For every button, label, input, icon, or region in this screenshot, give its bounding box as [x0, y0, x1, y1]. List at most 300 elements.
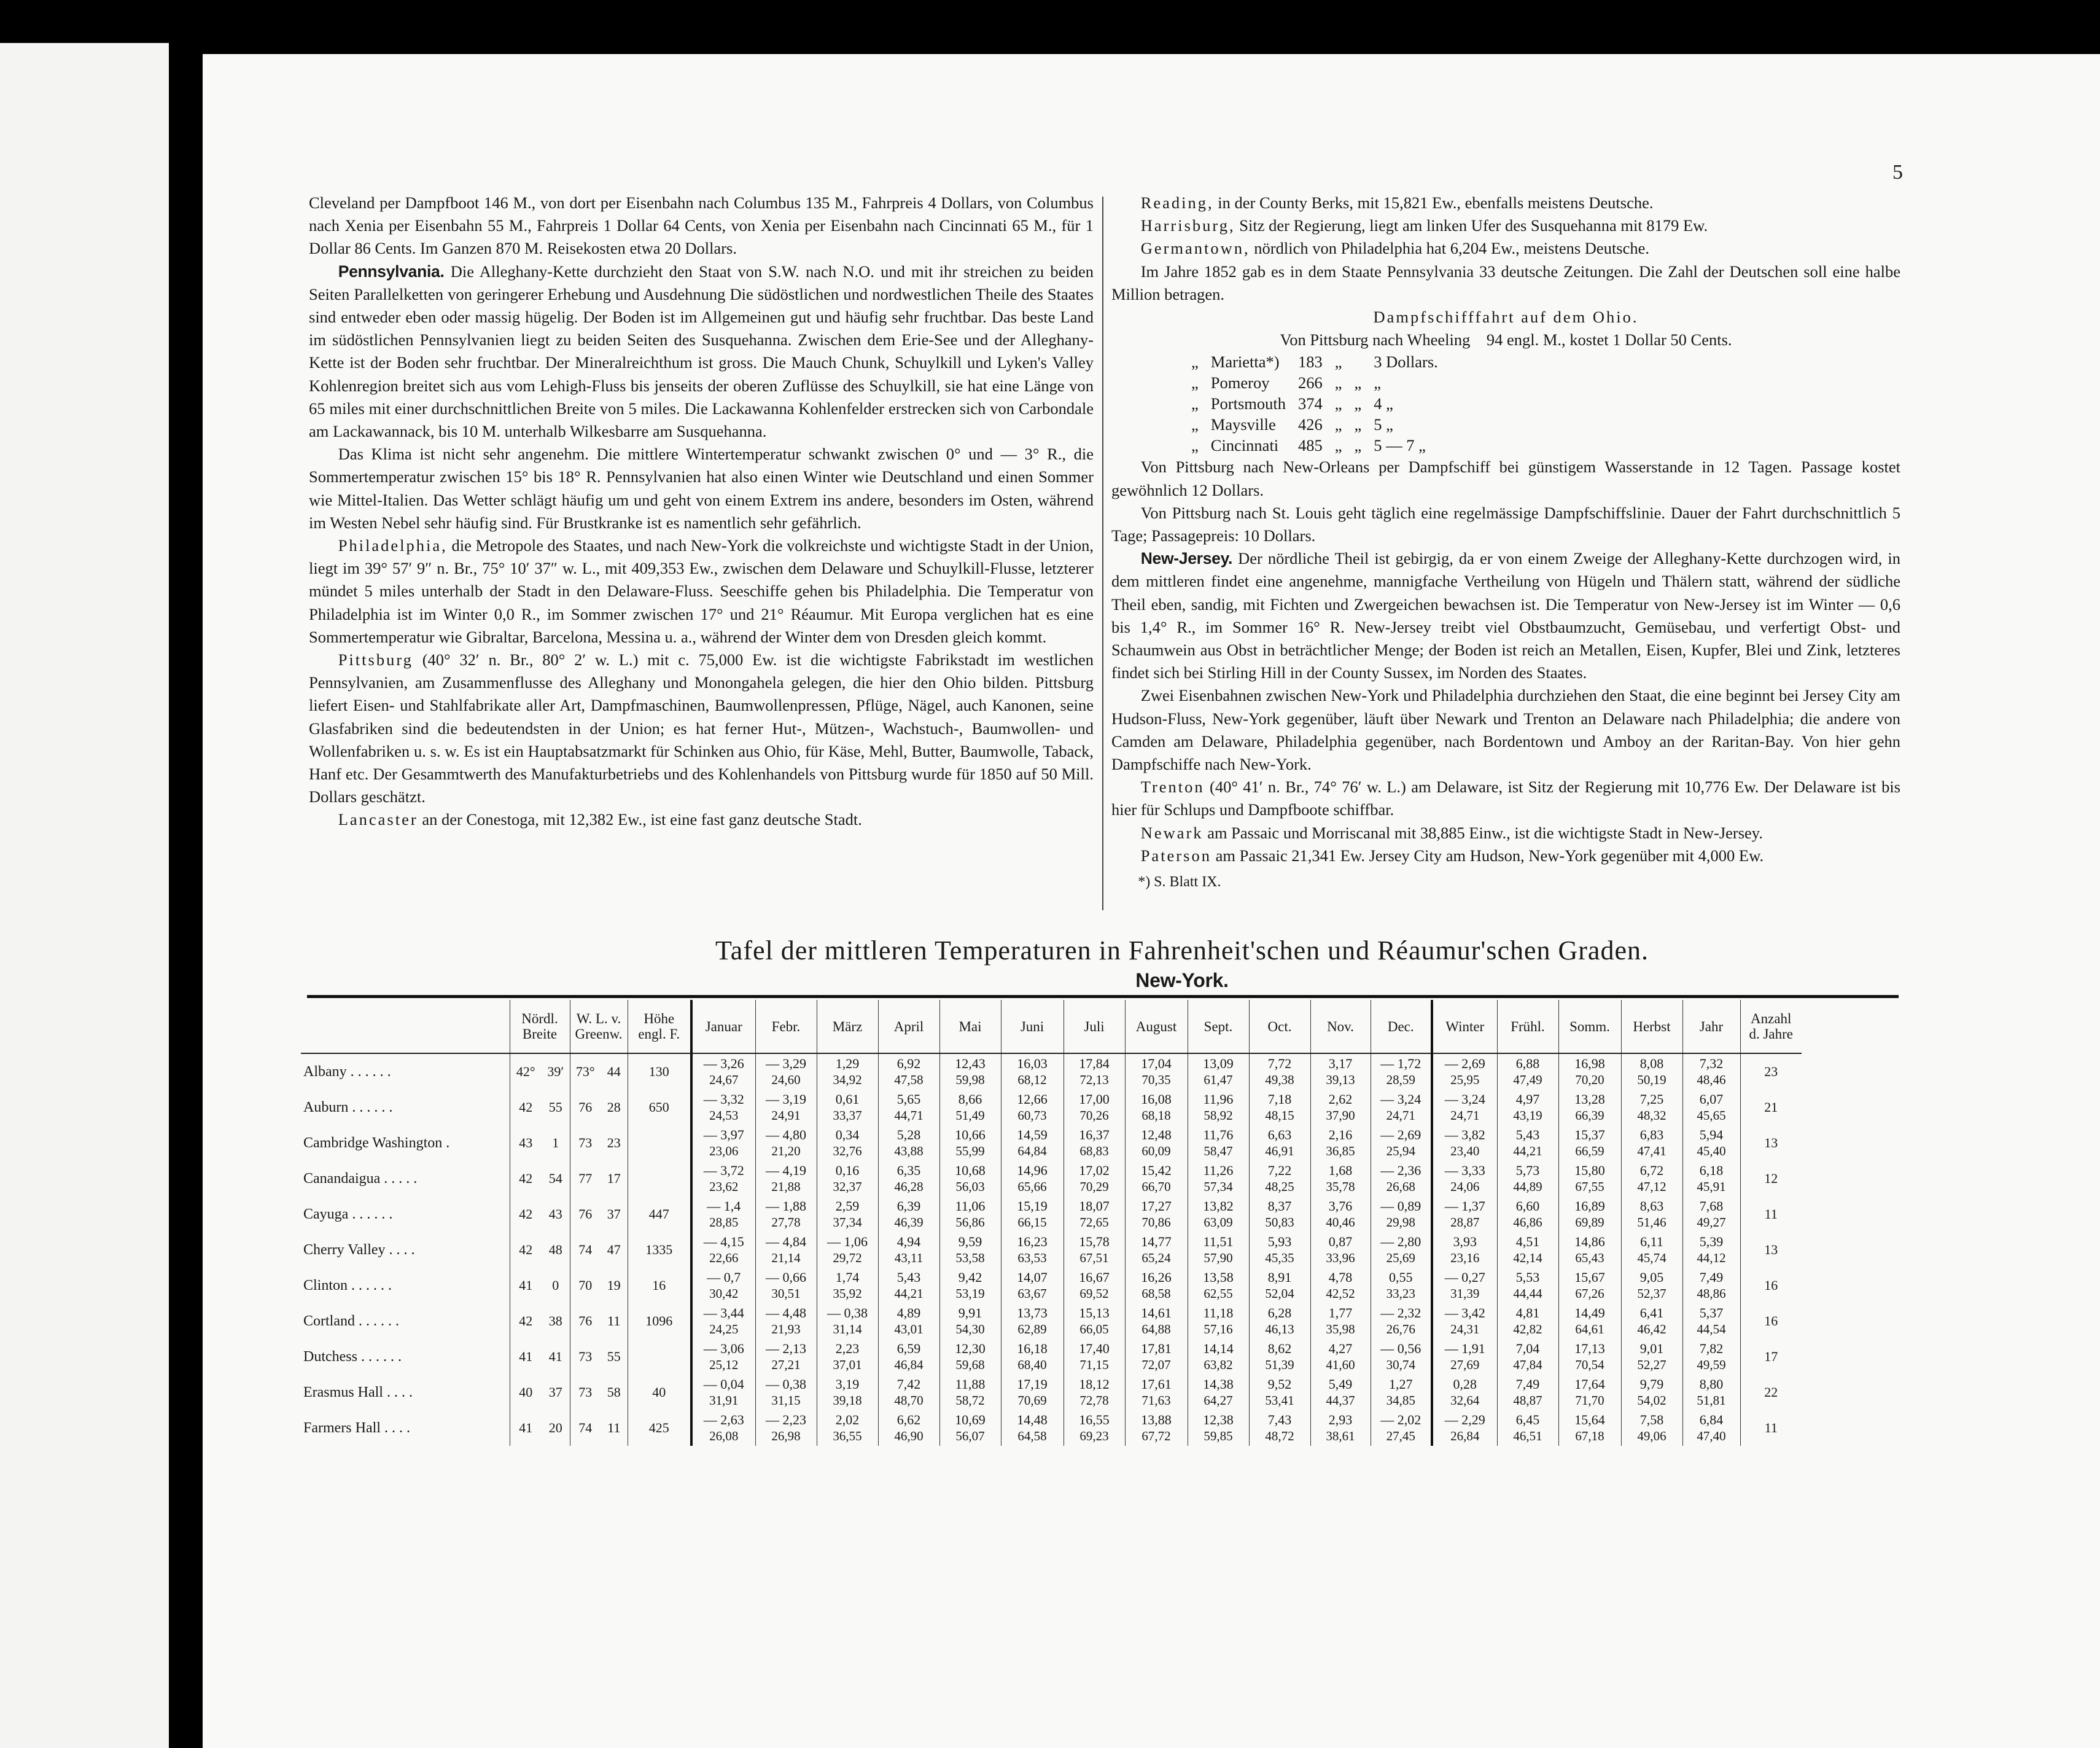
altitude [628, 1125, 691, 1161]
fahrenheit-value: 30,42 [709, 1286, 739, 1301]
reaumur-value: 5,43 [1515, 1127, 1540, 1142]
temperature-cell [1497, 1125, 1558, 1161]
temperature-cell [1064, 1268, 1125, 1303]
temperature-cell [939, 1196, 1001, 1232]
fahrenheit-value: 65,24 [1141, 1251, 1171, 1265]
reaumur-value: 14,07 [1017, 1270, 1048, 1285]
fahrenheit-value: 39,18 [833, 1393, 862, 1408]
fahrenheit-value: 40,46 [1326, 1215, 1355, 1230]
fahrenheit-value: 54,30 [955, 1322, 985, 1336]
latitude-minutes: 0 [552, 1278, 559, 1293]
latitude-degrees: 41 [510, 1268, 542, 1303]
temperature-cell [1497, 1090, 1558, 1125]
temperature-cell [1682, 1303, 1740, 1339]
fahrenheit-value: 25,12 [709, 1357, 739, 1372]
reaumur-value: — 2,80 [1380, 1234, 1421, 1249]
fahrenheit-value: 47,41 [1637, 1144, 1666, 1158]
latitude-minutes: 48 [548, 1242, 562, 1257]
reaumur-value: 2,16 [1328, 1127, 1353, 1142]
fahrenheit-value: 57,16 [1204, 1322, 1233, 1336]
fare-d1: „ [1334, 353, 1342, 372]
temperature-cell [1682, 1339, 1740, 1375]
table-title: Tafel der mittleren Temperaturen in Fahrenheit'schen und Réaumur'schen Graden. [715, 935, 1649, 966]
temperature-cell [878, 1125, 939, 1161]
reaumur-value: 4,27 [1328, 1341, 1353, 1356]
reaumur-value: 11,51 [1203, 1234, 1234, 1249]
lancaster-text: an der Conestoga, mit 12,382 Ew., ist eine fast ganz deutsche Stadt. [422, 810, 862, 829]
temperature-cell [1125, 1232, 1188, 1268]
header-month-7: Juli [1064, 1000, 1125, 1053]
fahrenheit-value: 58,47 [1204, 1144, 1233, 1158]
longitude-minutes: 44 [607, 1064, 621, 1079]
temperature-cell [1558, 1339, 1621, 1375]
heading-trenton: Trenton [1140, 778, 1205, 797]
latitude-minutes: 54 [548, 1171, 562, 1186]
reaumur-value: 6,63 [1267, 1127, 1292, 1142]
reaumur-value: 11,96 [1203, 1091, 1234, 1107]
temperature-cell [691, 1090, 755, 1125]
fahrenheit-value: 24,53 [709, 1108, 739, 1123]
latitude-degrees: 43 [510, 1125, 542, 1161]
fahrenheit-value: 63,53 [1017, 1251, 1047, 1265]
reaumur-value: 5,49 [1328, 1376, 1353, 1392]
temperature-cell [878, 1339, 939, 1375]
fahrenheit-value: 44,44 [1513, 1286, 1542, 1301]
fare-dest: Cincinnati [1210, 436, 1279, 455]
reaumur-value: — 3,97 [703, 1127, 744, 1142]
fahrenheit-value: 35,78 [1326, 1179, 1355, 1194]
reaumur-value: 16,03 [1017, 1056, 1048, 1071]
longitude-degrees: 74 [570, 1410, 601, 1446]
reaumur-value: — 4,15 [703, 1234, 744, 1249]
fahrenheit-value: 64,84 [1017, 1144, 1047, 1158]
temperature-cell [1371, 1161, 1432, 1196]
fahrenheit-value: 48,70 [894, 1393, 924, 1408]
paragraph-new-orleans: Von Pittsburg nach New-Orleans per Dampfschiff bei günstigem Wasserstande in 12 Tagen. Passage kostet gewöhnlich 12 Dollars. [1111, 458, 1900, 499]
fahrenheit-value: 28,85 [709, 1215, 739, 1230]
reaumur-value: 5,39 [1699, 1234, 1724, 1249]
temperature-cell [1371, 1375, 1432, 1410]
temperature-cell [1497, 1053, 1558, 1090]
fahrenheit-value: 71,15 [1079, 1357, 1109, 1372]
reaumur-value: 14,38 [1203, 1376, 1234, 1392]
reaumur-value: — 0,27 [1444, 1270, 1485, 1285]
fahrenheit-value: 52,04 [1265, 1286, 1294, 1301]
heading-harrisburg: Harrisburg, [1140, 216, 1235, 235]
temperature-cell [691, 1232, 755, 1268]
latitude-minutes: 39′ [547, 1064, 564, 1079]
reaumur-value: 17,02 [1079, 1163, 1110, 1178]
temperature-cell [1682, 1375, 1740, 1410]
temperature-cell [1621, 1303, 1682, 1339]
years-count: 16 [1740, 1303, 1802, 1339]
longitude-degrees: 73 [570, 1375, 601, 1410]
fare-miles: 426 [1297, 415, 1323, 434]
fahrenheit-value: 31,91 [709, 1393, 739, 1408]
temperature-cell [1125, 1090, 1188, 1125]
reaumur-value: 6,45 [1515, 1412, 1540, 1427]
altitude: 447 [628, 1196, 691, 1232]
temperature-cell [1310, 1090, 1371, 1125]
paterson-text: am Passaic 21,341 Ew. Jersey City am Hudson, New-York gegenüber mit 4,000 Ew. [1215, 846, 1764, 865]
reaumur-value: — 3,24 [1380, 1091, 1421, 1107]
reaumur-value: 0,28 [1453, 1376, 1477, 1392]
altitude: 1335 [628, 1232, 691, 1268]
fare-fare: 5 — 7 „ [1374, 436, 1426, 455]
fahrenheit-value: 67,51 [1079, 1251, 1109, 1265]
reaumur-value: 15,80 [1574, 1163, 1605, 1178]
reaumur-value: 11,18 [1203, 1305, 1234, 1321]
reaumur-value: 2,23 [835, 1341, 860, 1356]
station-name: Dutchess . . . . . . [303, 1349, 402, 1365]
temperature-cell [878, 1161, 939, 1196]
temperature-cell [1249, 1268, 1310, 1303]
reaumur-value: 3,19 [835, 1376, 860, 1392]
temperature-cell [1497, 1268, 1558, 1303]
fahrenheit-value: 32,64 [1450, 1393, 1480, 1408]
latitude-degrees: 42 [510, 1232, 542, 1268]
fahrenheit-value: 49,06 [1637, 1429, 1666, 1443]
longitude-degrees: 76 [570, 1090, 601, 1125]
fahrenheit-value: 69,52 [1079, 1286, 1109, 1301]
fahrenheit-value: 68,12 [1017, 1072, 1047, 1087]
table-subtitle: New-York. [1135, 969, 1229, 991]
station-name: Auburn . . . . . . [303, 1099, 393, 1115]
paragraph-pittsburg [309, 649, 1094, 808]
temperature-cell [1188, 1339, 1249, 1375]
station-name: Cortland . . . . . . [303, 1313, 399, 1329]
fare-row [1185, 351, 1444, 372]
fahrenheit-value: 29,72 [833, 1251, 862, 1265]
temperature-cell [1310, 1161, 1371, 1196]
fahrenheit-value: 46,28 [894, 1179, 924, 1194]
heading-pennsylvania: Pennsylvania. [338, 262, 445, 281]
reaumur-value: 9,52 [1267, 1376, 1292, 1392]
station-name: Clinton . . . . . . [303, 1278, 392, 1293]
table-row [301, 1375, 1802, 1410]
reaumur-value: — 3,24 [1444, 1091, 1485, 1107]
reaumur-value: — 0,04 [703, 1376, 744, 1392]
temperature-cell [1001, 1375, 1064, 1410]
temperature-cell [1371, 1303, 1432, 1339]
temperature-cell [1125, 1161, 1188, 1196]
latitude-degrees: 42 [510, 1090, 542, 1125]
reaumur-value: — 1,37 [1444, 1198, 1485, 1214]
fahrenheit-value: 59,85 [1204, 1429, 1233, 1443]
fahrenheit-value: 70,29 [1079, 1179, 1109, 1194]
temperature-cell [1064, 1053, 1125, 1090]
reaumur-value: 17,61 [1141, 1376, 1172, 1392]
left-text-column [309, 192, 1094, 832]
temperature-cell [817, 1053, 878, 1090]
latitude-degrees: 42 [510, 1161, 542, 1196]
reaumur-value: — 2,69 [1380, 1127, 1421, 1142]
header-station [301, 1000, 510, 1053]
fahrenheit-value: 66,15 [1017, 1215, 1047, 1230]
years-count: 12 [1740, 1161, 1802, 1196]
temperature-cell [1310, 1268, 1371, 1303]
altitude: 1096 [628, 1303, 691, 1339]
longitude-minutes: 55 [607, 1349, 621, 1364]
station-name: Cherry Valley . . . . [303, 1242, 415, 1258]
temperature-cell [1064, 1375, 1125, 1410]
fahrenheit-value: 49,38 [1265, 1072, 1294, 1087]
fahrenheit-value: 37,34 [833, 1215, 862, 1230]
reaumur-value: — 2,32 [1380, 1305, 1421, 1321]
temperature-cell [1432, 1375, 1497, 1410]
fahrenheit-value: 45,40 [1697, 1144, 1726, 1158]
reaumur-value: 11,88 [955, 1376, 986, 1392]
reaumur-value: 6,62 [896, 1412, 921, 1427]
left-page-margin [0, 43, 169, 1748]
reaumur-value: 5,43 [896, 1270, 921, 1285]
temperature-cell [755, 1053, 817, 1090]
temperature-cell [817, 1375, 878, 1410]
fare-d1: „ [1334, 415, 1342, 434]
fare-d1: „ [1334, 394, 1342, 413]
reaumur-value: — 3,32 [703, 1091, 744, 1107]
header-season-winter: Winter [1432, 1000, 1497, 1053]
reaumur-value: 3,17 [1328, 1056, 1353, 1071]
longitude-degrees: 76 [570, 1196, 601, 1232]
reaumur-value: 13,28 [1574, 1091, 1605, 1107]
temperature-cell [1001, 1161, 1064, 1196]
reaumur-value: — 2,69 [1444, 1056, 1485, 1071]
years-count: 22 [1740, 1375, 1802, 1410]
latitude-degrees: 42 [510, 1303, 542, 1339]
temperature-cell [1310, 1339, 1371, 1375]
temperature-table [301, 1000, 1802, 1446]
temperature-cell [1249, 1090, 1310, 1125]
fare-dest: Marietta*) [1210, 353, 1280, 372]
fahrenheit-value: 63,67 [1017, 1286, 1047, 1301]
fahrenheit-value: 70,35 [1141, 1072, 1171, 1087]
fahrenheit-value: 23,06 [709, 1144, 739, 1158]
fahrenheit-value: 25,95 [1450, 1072, 1480, 1087]
reaumur-value: 0,61 [835, 1091, 860, 1107]
longitude-minutes: 23 [607, 1135, 621, 1150]
header-month-3: März [817, 1000, 878, 1053]
reaumur-value: — 3,33 [1444, 1163, 1485, 1178]
fahrenheit-value: 44,21 [1513, 1144, 1542, 1158]
reaumur-value: — 2,29 [1444, 1412, 1485, 1427]
fahrenheit-value: 46,91 [1265, 1144, 1294, 1158]
reaumur-value: 6,84 [1699, 1412, 1724, 1427]
reaumur-value: 16,18 [1017, 1341, 1048, 1356]
fahrenheit-value: 34,92 [833, 1072, 862, 1087]
reaumur-value: 16,08 [1141, 1091, 1172, 1107]
fahrenheit-value: 41,60 [1326, 1357, 1355, 1372]
header-month-1: Januar [691, 1000, 755, 1053]
temperature-cell [1558, 1125, 1621, 1161]
fahrenheit-value: 52,37 [1637, 1286, 1666, 1301]
fahrenheit-value: 46,42 [1637, 1322, 1666, 1336]
fahrenheit-value: 57,90 [1204, 1251, 1233, 1265]
header-month-8: August [1125, 1000, 1188, 1053]
temperature-cell [1682, 1232, 1740, 1268]
temperature-cell [1310, 1303, 1371, 1339]
temperature-cell [755, 1375, 817, 1410]
reaumur-value: 14,49 [1574, 1305, 1605, 1321]
temperature-cell [691, 1268, 755, 1303]
fahrenheit-value: 44,71 [894, 1108, 924, 1123]
reaumur-value: 7,68 [1699, 1198, 1724, 1214]
fahrenheit-value: 30,74 [1386, 1357, 1415, 1372]
temperature-cell [1682, 1161, 1740, 1196]
reaumur-value: — 2,13 [766, 1341, 806, 1356]
fahrenheit-value: 58,72 [955, 1393, 985, 1408]
fahrenheit-value: 72,13 [1079, 1072, 1109, 1087]
fahrenheit-value: 68,58 [1141, 1286, 1171, 1301]
reaumur-value: 9,91 [958, 1305, 982, 1321]
reaumur-value: 8,91 [1267, 1270, 1292, 1285]
temperature-cell [817, 1090, 878, 1125]
temperature-cell [1432, 1268, 1497, 1303]
reaumur-value: 9,01 [1639, 1341, 1664, 1356]
temperature-cell [1621, 1268, 1682, 1303]
reaumur-value: — 4,48 [766, 1305, 806, 1321]
altitude [628, 1339, 691, 1375]
fahrenheit-value: 44,12 [1697, 1251, 1726, 1265]
fahrenheit-value: 33,37 [833, 1108, 862, 1123]
fahrenheit-value: 44,37 [1326, 1393, 1355, 1408]
reaumur-value: 17,04 [1141, 1056, 1172, 1071]
years-count: 23 [1740, 1053, 1802, 1090]
fare-d1: „ [1334, 373, 1342, 392]
temperature-cell [1001, 1053, 1064, 1090]
fahrenheit-value: 63,09 [1204, 1215, 1233, 1230]
temperature-cell [939, 1375, 1001, 1410]
temperature-cell [1310, 1232, 1371, 1268]
temperature-cell [1125, 1339, 1188, 1375]
fahrenheit-value: 45,74 [1637, 1251, 1666, 1265]
temperature-cell [1432, 1090, 1497, 1125]
temperature-cell [1249, 1410, 1310, 1446]
header-year: Jahr [1682, 1000, 1740, 1053]
fahrenheit-value: 72,65 [1079, 1215, 1109, 1230]
latitude-degrees: 42° [510, 1053, 542, 1090]
temperature-cell [1249, 1161, 1310, 1196]
reaumur-value: — 1,72 [1380, 1056, 1421, 1071]
temperature-cell [691, 1161, 755, 1196]
reaumur-value: — 2,63 [703, 1412, 744, 1427]
reaumur-value: 7,49 [1515, 1376, 1540, 1392]
temperature-cell [1497, 1375, 1558, 1410]
paragraph-trenton [1111, 776, 1900, 821]
fare-row [1185, 372, 1444, 393]
fahrenheit-value: 72,78 [1079, 1393, 1109, 1408]
fahrenheit-value: 27,69 [1450, 1357, 1480, 1372]
fare-row [1185, 435, 1444, 456]
temperature-cell [878, 1053, 939, 1090]
fahrenheit-value: 53,58 [955, 1251, 985, 1265]
temperature-cell [1371, 1090, 1432, 1125]
reaumur-value: — 4,84 [766, 1234, 806, 1249]
reaumur-value: 7,04 [1515, 1341, 1540, 1356]
paragraph-cleveland: Cleveland per Dampfboot 146 M., von dort per Eisenbahn nach Columbus 135 M., Fahrpreis 4 Dollars, von Columbus nach Xenia per Eisenbahn 55 M., Fahrpreis 1 Dollar 64 Cents, von Xenia per Eisenbahn nach Cincinnati 65 M., für 1 Dollar 86 Cents. Im Ganzen 870 M. Reisekosten etwa 20 Dollars. [309, 193, 1094, 258]
temperature-cell [1249, 1053, 1310, 1090]
reaumur-value: 14,48 [1017, 1412, 1048, 1427]
pittsburg-text: (40° 32′ n. Br., 80° 2′ w. L.) mit c. 75,000 Ew. ist die wichtigste Fabrikstadt im westlichen Pennsylvanien, am Zusammenflusse des Alleghany und Monongahela gelegen, die hier den Ohio bilden. Pittsburg liefert Eisen- und Stahlfabrikate aller Art, Dampfmaschinen, Baumwollenpressen, Pflüge, Nägel, auch Kanonen, seine Glasfabriken sind die bedeutendsten in der Union; es hat ferner Hut-, Mützen-, Wachstuch-, Baumwollen- und Wollenfabriken u. s. w. Es ist ein Hauptabsatzmarkt für Schinken aus Ohio, für Käse, Mehl, Butter, Baumwolle, Taback, Hanf etc. Der Gesammtwerth des Manufakturbetriebs und des Kohlenhandels von Pittsburg wurde für 1850 auf 50 Mill. Dollars geschätzt. [309, 650, 1094, 806]
newark-text: am Passaic und Morriscanal mit 38,885 Einw., ist die wichtigste Stadt in New-Jersey. [1207, 823, 1763, 842]
altitude: 130 [628, 1053, 691, 1090]
fahrenheit-value: 51,49 [955, 1108, 985, 1123]
table-row [301, 1410, 1802, 1446]
temperature-cell [1621, 1410, 1682, 1446]
reaumur-value: 17,81 [1141, 1341, 1172, 1356]
fahrenheit-value: 33,23 [1386, 1286, 1415, 1301]
pennsylvania-text: Die Alleghany-Kette durchzieht den Staat von S.W. nach N.O. und mit ihr streichen zu beiden Seiten Parallelketten von geringerer Erhebung und Ausdehnung Die südöstlichen und nordwestlichen Theile des Staates sind entweder eben oder massig hügelig. Der Boden ist im Allgemeinen gut und häufig sehr fruchtbar. Das beste Land im südöstlichen Pennsylvanien liegt zu beiden Seiten des Susquehanna. Zwischen dem Erie-See und der Alleghany-Kette ist der Boden sehr fruchtbar. Der Mineralreichthum ist gross. Die Mauch Chunk, Schuylkill und Lyken's Valley Kohlenregion breitet sich aus vom Lehigh-Fluss bis jenseits der oberen Zuflüsse des Schuylkill, sie hat eine Länge von 65 miles mit einer durchschnittlichen Breite von 5 miles. Die Lackawanna Kohlenfelder erstrecken sich von Carbondale am Lackawannack, bis 10 M. unterhalb Wilkesbarre am Susquehanna. [309, 262, 1094, 441]
reaumur-value: — 1,88 [766, 1198, 806, 1214]
reaumur-value: 6,18 [1699, 1163, 1724, 1178]
latitude-degrees: 41 [510, 1339, 542, 1375]
temperature-cell [1432, 1410, 1497, 1446]
temperature-cell [817, 1125, 878, 1161]
fare-row [1185, 393, 1444, 414]
heading-paterson: Paterson [1140, 846, 1211, 865]
reaumur-value: 3,76 [1328, 1198, 1353, 1214]
temperature-cell [939, 1053, 1001, 1090]
temperature-cell [1001, 1232, 1064, 1268]
temperature-cell [1125, 1053, 1188, 1090]
header-month-6: Juni [1001, 1000, 1064, 1053]
reaumur-value: 16,67 [1079, 1270, 1110, 1285]
longitude-degrees: 76 [570, 1303, 601, 1339]
fahrenheit-value: 51,81 [1697, 1393, 1726, 1408]
temperature-cell [755, 1196, 817, 1232]
reaumur-value: 15,42 [1141, 1163, 1172, 1178]
temperature-cell [1558, 1053, 1621, 1090]
temperature-cell [1497, 1232, 1558, 1268]
altitude [628, 1161, 691, 1196]
reaumur-value: 8,62 [1267, 1341, 1292, 1356]
temperature-cell [691, 1125, 755, 1161]
temperature-cell [1432, 1196, 1497, 1232]
longitude-degrees: 73 [570, 1125, 601, 1161]
table-row [301, 1303, 1802, 1339]
table-row [301, 1268, 1802, 1303]
reaumur-value: 13,82 [1203, 1198, 1234, 1214]
fahrenheit-value: 46,86 [1513, 1215, 1542, 1230]
temperature-cell [1621, 1196, 1682, 1232]
temperature-cell [939, 1410, 1001, 1446]
table-row [301, 1053, 1802, 1090]
reaumur-value: 13,73 [1017, 1305, 1048, 1321]
reaumur-value: 4,97 [1515, 1091, 1540, 1107]
reaumur-value: 8,66 [958, 1091, 982, 1107]
harrisburg-text: Sitz der Regierung, liegt am linken Ufer des Susquehanna mit 8179 Ew. [1239, 216, 1708, 235]
temperature-cell [755, 1303, 817, 1339]
fare-q: „ [1191, 436, 1199, 455]
fahrenheit-value: 33,96 [1326, 1251, 1355, 1265]
temperature-cell [1064, 1125, 1125, 1161]
reaumur-value: 6,92 [896, 1056, 921, 1071]
ohio-fare-table [1185, 351, 1444, 456]
reaumur-value: 6,28 [1267, 1305, 1292, 1321]
footnote: *) S. Blatt IX. [1138, 874, 1221, 891]
reaumur-value: 13,58 [1203, 1270, 1234, 1285]
temperature-cell [939, 1232, 1001, 1268]
altitude: 16 [628, 1268, 691, 1303]
fahrenheit-value: 70,54 [1575, 1357, 1604, 1372]
fare-d2: „ [1354, 394, 1362, 413]
temperature-cell [817, 1339, 878, 1375]
fahrenheit-value: 59,68 [955, 1357, 985, 1372]
fahrenheit-value: 63,82 [1204, 1357, 1233, 1372]
longitude-minutes: 11 [607, 1420, 621, 1435]
fare-miles: 183 [1297, 353, 1323, 372]
reaumur-value: 7,32 [1699, 1056, 1724, 1071]
